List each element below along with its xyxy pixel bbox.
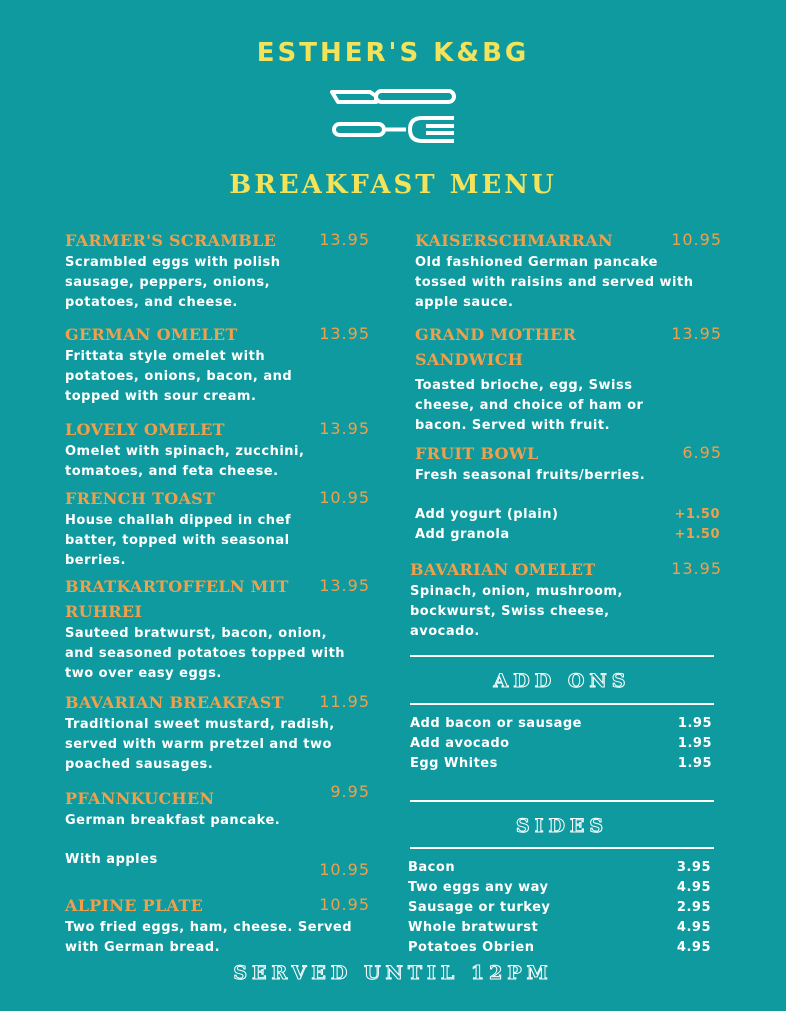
- item-price: 13.95: [671, 324, 722, 343]
- divider: [410, 703, 714, 705]
- side-price: 4.95: [676, 920, 711, 935]
- item-name: LOVELY OMELET: [65, 420, 225, 439]
- item-price: 10.95: [319, 488, 370, 507]
- knife-and-fork-icon: [330, 88, 458, 152]
- side-row: [408, 858, 711, 878]
- item-name: BAVARIAN BREAKFAST: [65, 693, 284, 712]
- side-row: [408, 898, 711, 918]
- menu-subtitle: BREAKFAST MENU: [229, 170, 557, 200]
- add-on-row: [410, 714, 712, 734]
- item-price: 10.95: [671, 230, 722, 249]
- menu-item-grand-mother-sandwich: [415, 322, 735, 436]
- item-description: Traditional sweet mustard, radish, served with warm pretzel and two poached sausages.: [65, 717, 335, 772]
- menu-item-pfannkuchen: [65, 782, 385, 831]
- side-price: 4.95: [676, 880, 711, 895]
- item-name: With apples: [65, 852, 158, 867]
- item-name: GRAND MOTHER SANDWICH: [415, 325, 577, 369]
- item-name: FRENCH TOAST: [65, 489, 216, 508]
- side-price: 3.95: [676, 860, 711, 875]
- item-name: GERMAN OMELET: [65, 325, 238, 344]
- item-name: BRATKARTOFFELN MIT RUHREI: [65, 577, 289, 621]
- item-name: FRUIT BOWL: [415, 444, 539, 463]
- add-on-row: [410, 754, 712, 774]
- item-price: 13.95: [319, 576, 370, 595]
- item-description: House challah dipped in chef batter, topped with seasonal berries.: [65, 513, 292, 568]
- item-price: 6.95: [682, 443, 722, 462]
- item-description: Frittata style omelet with potatoes, onions, bacon, and topped with sour cream.: [65, 349, 293, 404]
- divider: [410, 847, 714, 849]
- side-label: Two eggs any way: [408, 880, 549, 895]
- menu-item-farmers-scramble: [65, 228, 385, 313]
- item-description: Two fried eggs, ham, cheese. Served with German bread.: [65, 920, 353, 955]
- side-label: Sausage or turkey: [408, 900, 551, 915]
- item-price: 11.95: [319, 692, 370, 711]
- item-description: Spinach, onion, mushroom, bockwurst, Swiss cheese, avocado.: [410, 584, 623, 639]
- sides-heading: SIDES: [515, 815, 609, 837]
- item-description: German breakfast pancake.: [65, 813, 281, 828]
- addon-label: Add granola: [415, 527, 510, 542]
- add-on-label: Add bacon or sausage: [410, 716, 582, 731]
- side-label: Whole bratwurst: [408, 920, 539, 935]
- menu-item-bavarian-omelet: [410, 557, 730, 642]
- item-price: 10.95: [319, 860, 370, 879]
- item-name: PFANNKUCHEN: [65, 789, 215, 808]
- menu-item-lovely-omelet: [65, 417, 385, 482]
- item-description: Toasted brioche, egg, Swiss cheese, and choice of ham or bacon. Served with fruit.: [415, 378, 644, 433]
- side-label: Bacon: [408, 860, 456, 875]
- fruit-addon-row: [415, 505, 720, 525]
- side-row: [408, 918, 711, 938]
- side-row: [408, 938, 711, 958]
- add-on-row: [410, 734, 712, 754]
- item-price: 13.95: [319, 419, 370, 438]
- menu-item-german-omelet: [65, 322, 385, 407]
- addon-price: +1.50: [674, 527, 720, 542]
- menu-item-with-apples: [65, 850, 385, 879]
- served-until-footer: SERVED UNTIL 12PM: [233, 962, 553, 984]
- add-on-label: Add avocado: [410, 736, 510, 751]
- item-price: 13.95: [671, 559, 722, 578]
- add-on-price: 1.95: [677, 756, 712, 771]
- restaurant-title: ESTHER'S K&BG: [256, 38, 530, 68]
- add-on-price: 1.95: [677, 716, 712, 731]
- addon-label: Add yogurt (plain): [415, 507, 559, 522]
- menu-item-fruit-bowl: [415, 441, 735, 486]
- add-ons-heading: ADD ONS: [493, 670, 631, 692]
- fruit-addon-row: [415, 525, 720, 545]
- item-description: Fresh seasonal fruits/berries.: [415, 468, 646, 483]
- item-name: BAVARIAN OMELET: [410, 560, 596, 579]
- side-row: [408, 878, 711, 898]
- item-price: 9.95: [330, 782, 370, 801]
- item-description: Scrambled eggs with polish sausage, peppers, onions, potatoes, and cheese.: [65, 255, 281, 310]
- menu-item-kaiserschmarran: [415, 228, 735, 313]
- addon-price: +1.50: [674, 507, 720, 522]
- item-description: Old fashioned German pancake tossed with raisins and served with apple sauce.: [415, 255, 694, 310]
- add-on-label: Egg Whites: [410, 756, 498, 771]
- add-on-price: 1.95: [677, 736, 712, 751]
- item-price: 13.95: [319, 324, 370, 343]
- item-description: Omelet with spinach, zucchini, tomatoes, and feta cheese.: [65, 444, 305, 479]
- menu-item-alpine-plate: [65, 893, 385, 958]
- item-description: Sauteed bratwurst, bacon, onion, and seasoned potatoes topped with two over easy eggs.: [65, 626, 346, 681]
- item-price: 10.95: [319, 895, 370, 914]
- item-price: 13.95: [319, 230, 370, 249]
- divider: [410, 800, 714, 802]
- menu-item-bavarian-breakfast: [65, 690, 385, 775]
- item-name: KAISERSCHMARRAN: [415, 231, 613, 250]
- menu-item-bratkartoffeln-mit-ruhrei: [65, 574, 385, 684]
- side-price: 2.95: [676, 900, 711, 915]
- divider: [410, 655, 714, 657]
- item-name: FARMER'S SCRAMBLE: [65, 231, 277, 250]
- side-label: Potatoes Obrien: [408, 940, 535, 955]
- side-price: 4.95: [676, 940, 711, 955]
- menu-item-french-toast: [65, 486, 385, 571]
- item-name: ALPINE PLATE: [65, 896, 204, 915]
